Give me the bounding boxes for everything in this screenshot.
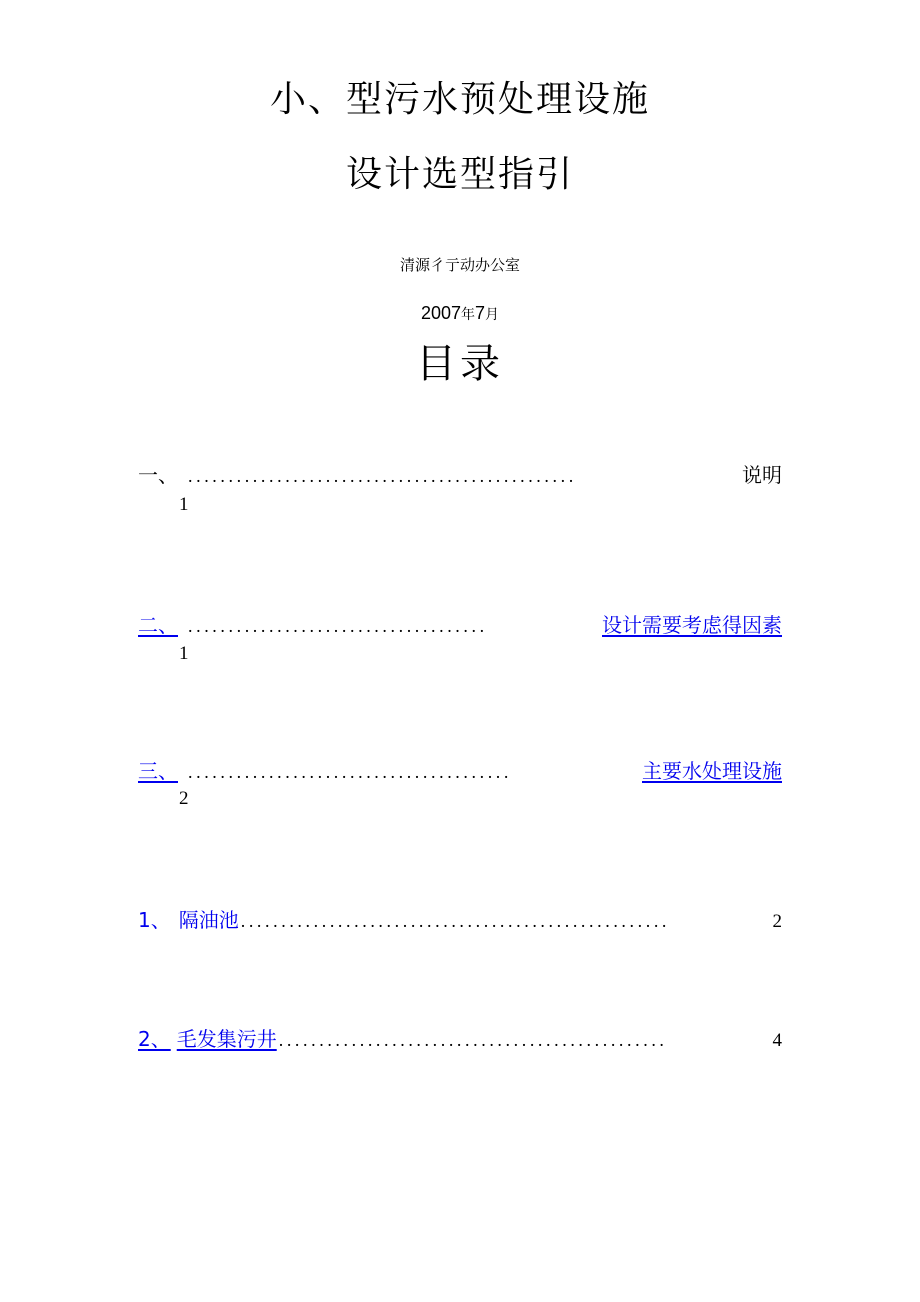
toc-entry-design-factors[interactable] xyxy=(138,612,782,639)
toc-entry-number: 一、 xyxy=(138,463,178,487)
toc-entry-page: 4 xyxy=(772,1030,782,1051)
date-year-unit: 年 xyxy=(461,306,476,322)
date-month: 7 xyxy=(475,303,486,323)
toc-entry-page: 1 xyxy=(179,643,189,664)
toc-entry-title[interactable]: 隔油池 xyxy=(178,908,239,932)
toc-entry-number-link[interactable]: 三、 xyxy=(138,759,178,783)
toc-leader-dots: ........................................ xyxy=(188,762,512,782)
toc-leader-dots: ................................................ xyxy=(278,1030,668,1050)
toc-leader-dots: ..................................... xyxy=(188,616,488,636)
toc-leader-dots: ..................................................... xyxy=(240,911,671,931)
toc-entry-title-link[interactable]: 主要水处理设施 xyxy=(642,759,782,783)
toc-entry-explanation[interactable] xyxy=(138,462,782,489)
toc-entry-page: 1 xyxy=(179,494,189,515)
toc-entry-page: 2 xyxy=(772,911,782,932)
toc-entry-number-link[interactable]: 2、 xyxy=(138,1027,171,1051)
toc-heading: 目录 xyxy=(416,341,504,387)
toc-entry-grease-trap[interactable] xyxy=(138,907,782,935)
toc-leader-dots: ................................................ xyxy=(188,466,577,486)
toc-entry-hair-collection-well[interactable] xyxy=(138,1026,782,1054)
date-year: 2007 xyxy=(420,303,462,323)
toc-entry-number[interactable]: 1、 xyxy=(138,908,171,932)
toc-entry-title: 说明 xyxy=(742,463,782,487)
document-title-line-1: 小、型污水预处理设施 xyxy=(269,79,650,120)
organization-name: 清源彳亍动办公室 xyxy=(399,256,520,274)
toc-entry-title-link[interactable]: 毛发集污井 xyxy=(176,1027,277,1051)
toc-entry-page: 2 xyxy=(179,788,189,809)
date-month-unit: 月 xyxy=(485,306,500,322)
document-title-line-2: 设计选型指引 xyxy=(345,154,574,195)
toc-entry-main-facilities[interactable] xyxy=(138,758,782,785)
toc-entry-number-link[interactable]: 二、 xyxy=(138,613,178,637)
toc-entry-title-link[interactable]: 设计需要考虑得因素 xyxy=(602,613,782,637)
document-date xyxy=(0,302,920,325)
